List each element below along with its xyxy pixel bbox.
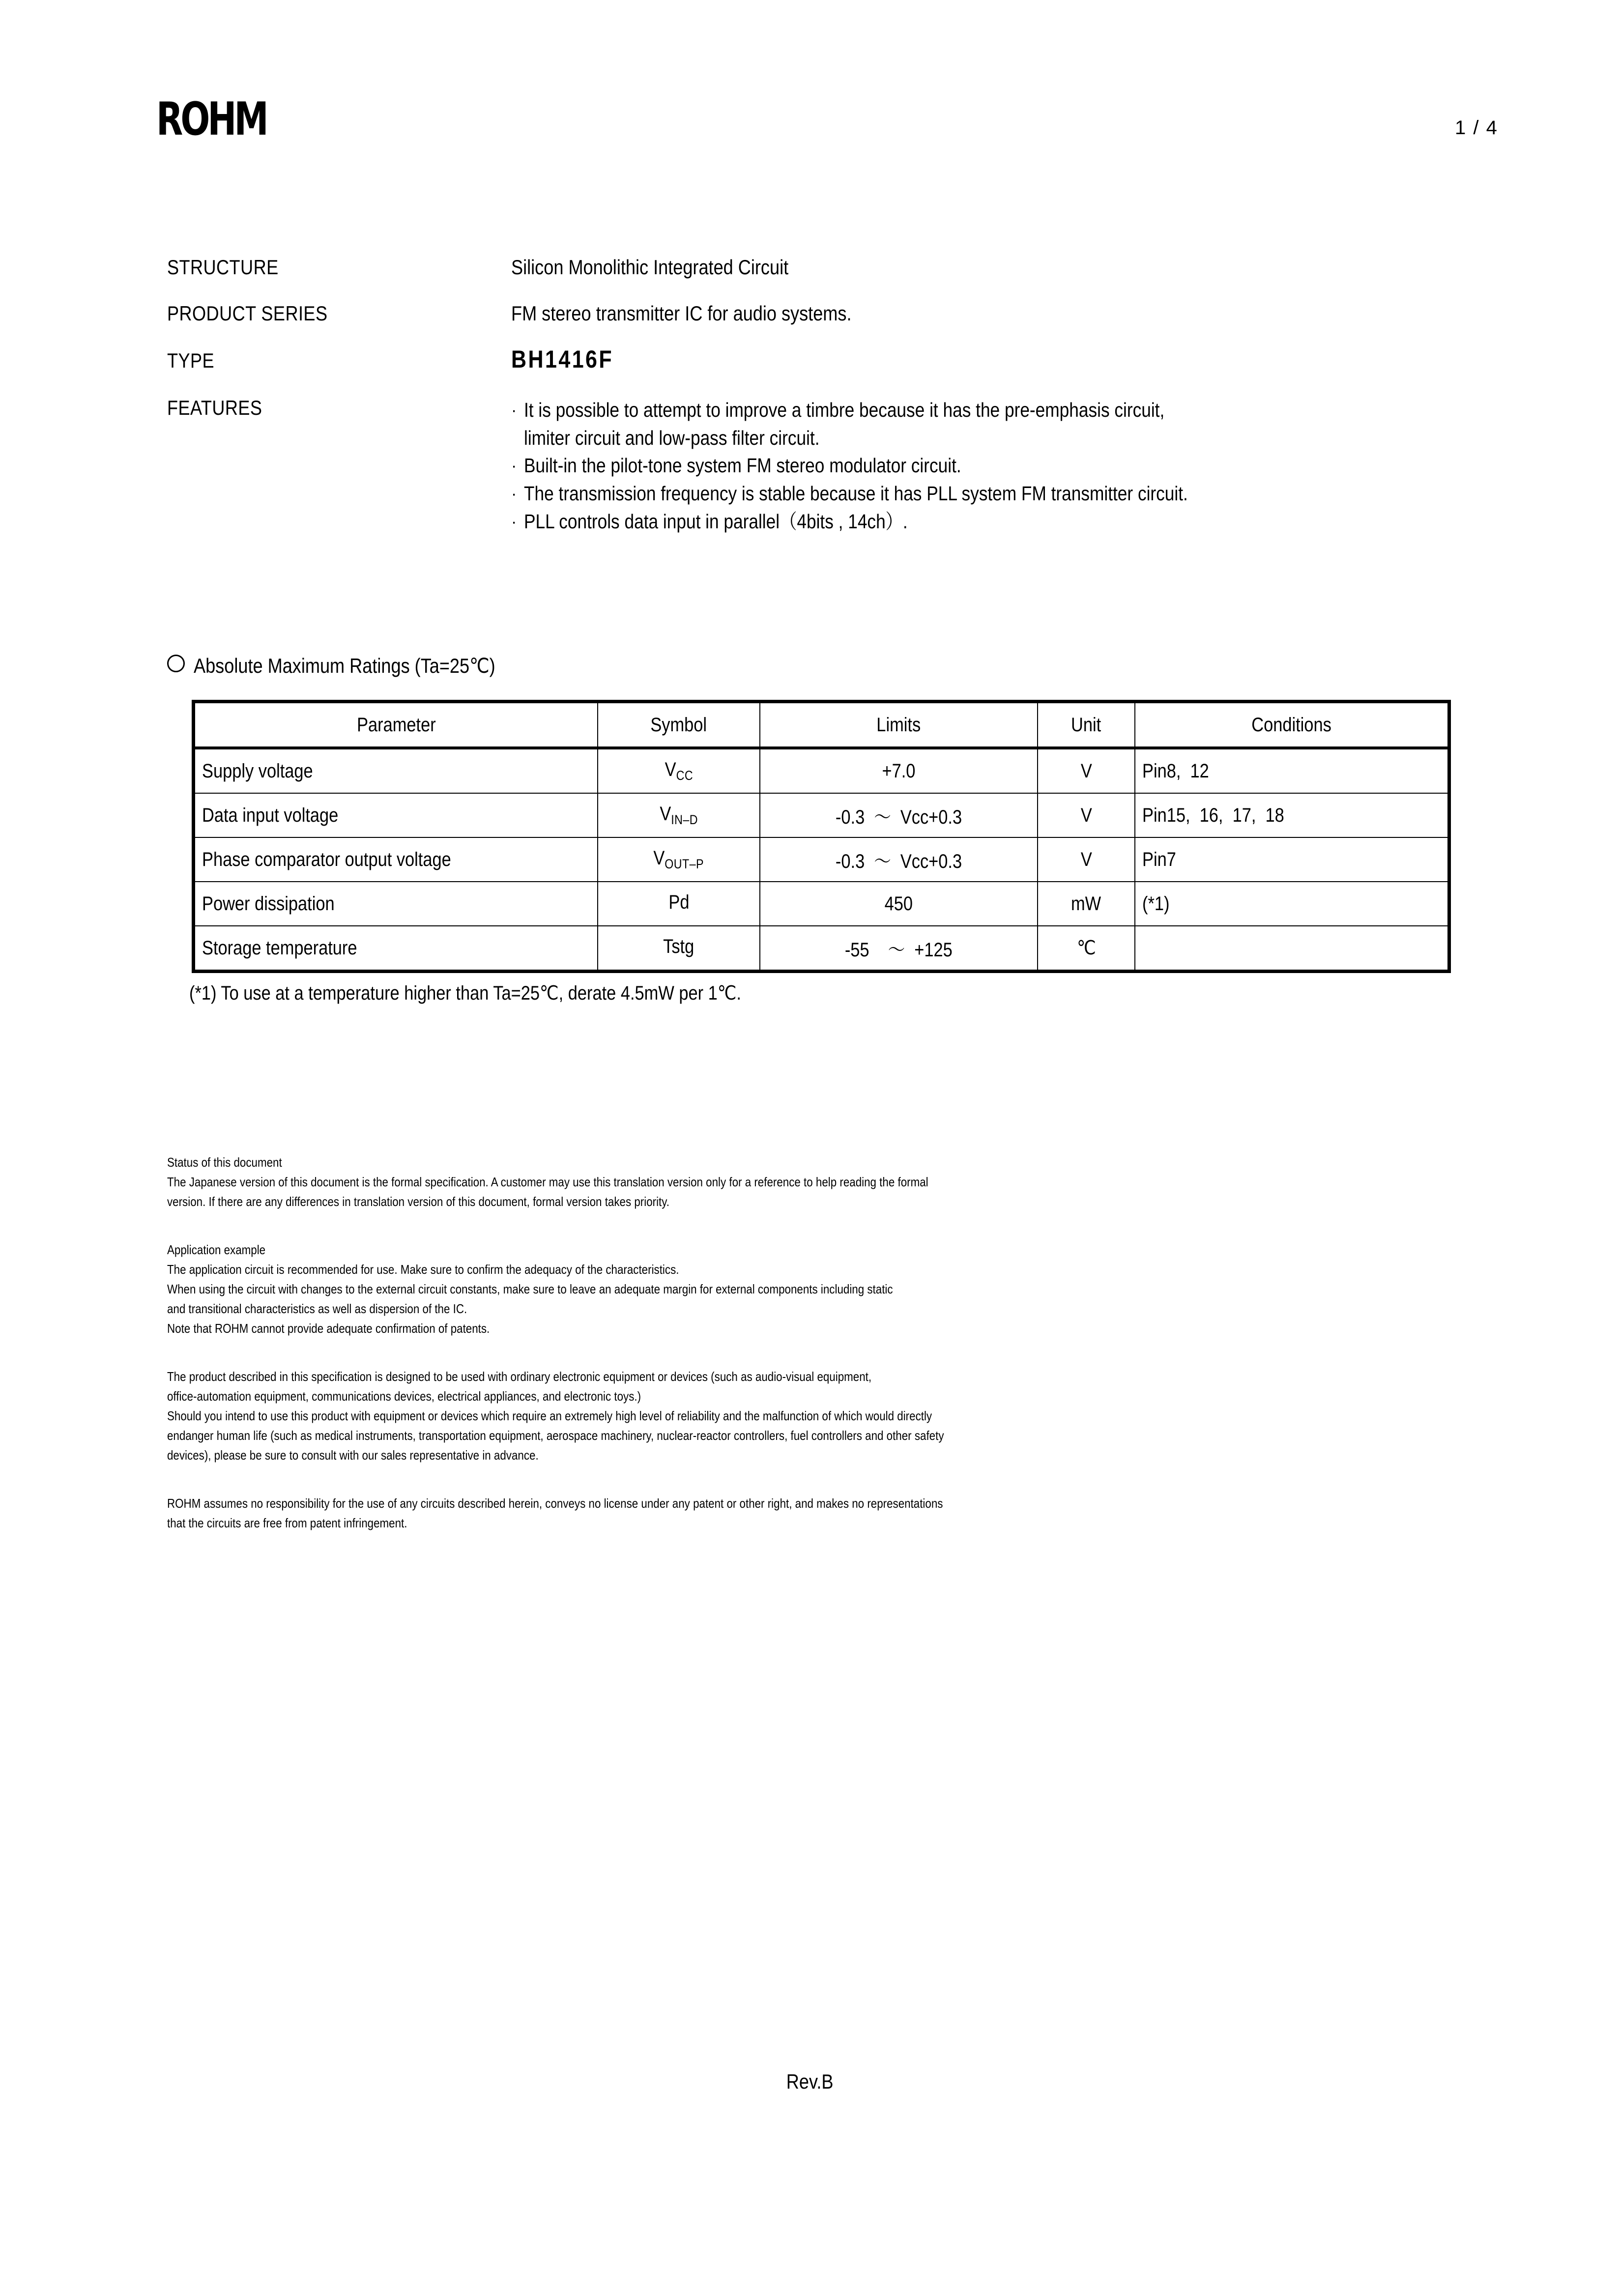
cell-unit: V <box>1038 748 1135 793</box>
cell-symbol: $V_{IN-D}$ <box>598 793 760 837</box>
legal-text: version. If there are any differences in translation version of this document, formal version takes priority. <box>167 1194 670 1209</box>
table-row <box>194 793 1449 837</box>
bullet-icon: · <box>511 513 517 531</box>
spacer <box>167 1211 1558 1240</box>
bullet-icon: · <box>511 485 517 503</box>
cell-parameter: Supply voltage <box>194 748 598 793</box>
cell-symbol: Pd <box>598 882 760 926</box>
cell-unit: V <box>1038 837 1135 882</box>
cell-conditions: Pin7 <box>1135 837 1449 882</box>
cell-parameter: Phase comparator output voltage <box>194 837 598 882</box>
column-header-conditions: Conditions <box>1135 702 1449 748</box>
structure-label: STRUCTURE <box>167 256 279 279</box>
cell-unit: ℃ <box>1038 926 1135 972</box>
cell-parameter: Storage temperature <box>194 926 598 972</box>
section-heading-absolute-maximum-ratings: Absolute Maximum Ratings (Ta=25℃) <box>167 654 545 678</box>
features-label: FEATURES <box>167 396 262 419</box>
legal-text: devices), please be sure to consult with our sales representative in advance. <box>167 1448 539 1463</box>
cell-symbol: $V_{CC}$ <box>598 748 760 793</box>
table-row <box>194 882 1449 926</box>
cell-parameter: Data input voltage <box>194 793 598 837</box>
legal-text: The product described in this specification is designed to be used with ordinary electronic equipment or devices (such as audio-visual equipment, <box>167 1369 872 1384</box>
legal-text: The Japanese version of this document is the formal specification. A customer may use this translation version only for a reference to help reading the formal <box>167 1175 928 1189</box>
bullet-icon: · <box>511 457 517 475</box>
table-header-row <box>194 702 1449 748</box>
legal-text: and transitional characteristics as well as dispersion of the IC. <box>167 1301 467 1316</box>
table-row <box>194 748 1449 793</box>
column-header-parameter: Parameter <box>194 702 598 748</box>
part-number: BH1416F <box>511 345 614 373</box>
legal-text: When using the circuit with changes to the external circuit constants, make sure to leave an adequate margin for external components including static <box>167 1282 893 1296</box>
list-item: · PLL controls data input in parallel（4bits , 14ch）. <box>511 508 1553 536</box>
page-number: 1 / 4 <box>1455 117 1498 139</box>
column-header-unit: Unit <box>1038 702 1135 748</box>
product-series-value: FM stereo transmitter IC for audio systems. <box>511 302 852 325</box>
cell-limits: -0.3 ～ Vcc+0.3 <box>760 837 1038 882</box>
column-header-limits: Limits <box>760 702 1038 748</box>
legal-text: that the circuits are free from patent infringement. <box>167 1516 407 1530</box>
legal-text: The application circuit is recommended for use. Make sure to confirm the adequacy of the characteristics. <box>167 1262 679 1277</box>
legal-block-status <box>167 1152 1558 1211</box>
circle-marker-icon <box>167 655 185 672</box>
legal-heading: Application example <box>167 1242 266 1257</box>
rohm-logo: ROHM <box>156 92 266 146</box>
legal-block-responsibility <box>167 1493 1558 1533</box>
cell-limits: +7.0 <box>760 748 1038 793</box>
spacer <box>167 1338 1558 1367</box>
features-list <box>511 396 1553 536</box>
cell-symbol: $V_{OUT-P}$ <box>598 837 760 882</box>
legal-notices <box>167 1152 1558 1533</box>
cell-limits: -55 ～ +125 <box>760 926 1038 972</box>
cell-symbol: Tstg <box>598 926 760 972</box>
legal-block-product-use <box>167 1367 1558 1465</box>
cell-unit: V <box>1038 793 1135 837</box>
legal-text: Should you intend to use this product with equipment or devices which require an extremely high level of reliability and the malfunction of which would directly <box>167 1408 932 1423</box>
revision-footer: Rev.B <box>786 2070 834 2093</box>
type-label: TYPE <box>167 349 215 372</box>
cell-conditions: Pin8, 12 <box>1135 748 1449 793</box>
legal-text: office-automation equipment, communications devices, electrical appliances, and electronic toys.) <box>167 1389 641 1404</box>
legal-block-application <box>167 1240 1558 1338</box>
list-item: · It is possible to attempt to improve a timbre because it has the pre-emphasis circuit, limiter circuit and low-pass filter circuit. <box>511 396 1553 452</box>
cell-conditions: (*1) <box>1135 882 1449 926</box>
table-row <box>194 926 1449 972</box>
legal-text: endanger human life (such as medical instruments, transportation equipment, aerospace machinery, nuclear-reactor controllers, fuel controllers and other safety <box>167 1428 944 1443</box>
cell-limits: -0.3 ～ Vcc+0.3 <box>760 793 1038 837</box>
legal-heading: Status of this document <box>167 1155 282 1170</box>
bullet-icon: · <box>511 401 517 420</box>
column-header-symbol: Symbol <box>598 702 760 748</box>
legal-text: ROHM assumes no responsibility for the use of any circuits described herein, conveys no license under any patent or other right, and makes no representations <box>167 1496 943 1511</box>
table-footnote: (*1) To use at a temperature higher than Ta=25℃, derate 4.5mW per 1℃. <box>189 982 741 1004</box>
absolute-maximum-ratings-table <box>192 700 1451 973</box>
cell-conditions <box>1135 926 1449 972</box>
cell-parameter: Power dissipation <box>194 882 598 926</box>
cell-unit: mW <box>1038 882 1135 926</box>
table-row <box>194 837 1449 882</box>
cell-limits: 450 <box>760 882 1038 926</box>
list-item: · The transmission frequency is stable because it has PLL system FM transmitter circuit. <box>511 480 1553 508</box>
list-item: · Built-in the pilot-tone system FM stereo modulator circuit. <box>511 452 1553 480</box>
cell-conditions: Pin15, 16, 17, 18 <box>1135 793 1449 837</box>
structure-value: Silicon Monolithic Integrated Circuit <box>511 256 789 279</box>
legal-text: Note that ROHM cannot provide adequate confirmation of patents. <box>167 1321 490 1336</box>
product-series-label: PRODUCT SERIES <box>167 302 328 325</box>
spacer <box>167 1465 1558 1493</box>
